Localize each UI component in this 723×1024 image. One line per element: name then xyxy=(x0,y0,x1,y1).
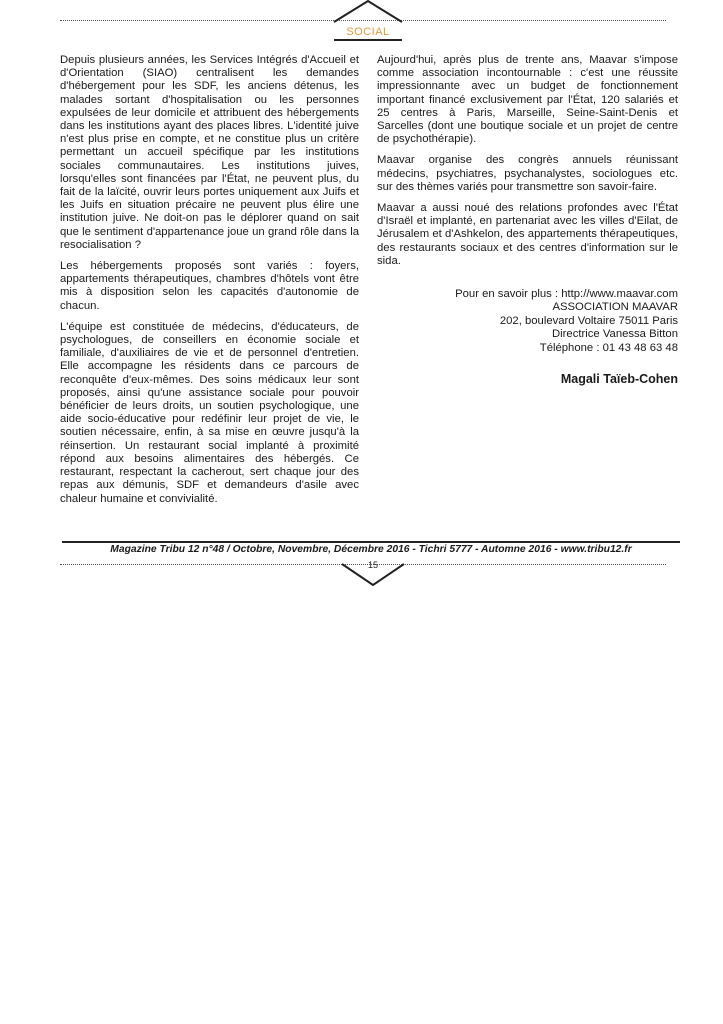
paragraph: Maavar organise des congrès annuels réunissant médecins, psychiatres, psychanalystes, sociologues etc. sur des thèmes variés pour transmettre son savoir-faire. xyxy=(377,154,678,193)
paragraph: Aujourd'hui, après plus de trente ans, Maavar s'impose comme association incontournable : c'est une réussite impressionnante avec un budget de fonctionnement important financé exclusivement par l'État, 120 salariés et 25 centres à Paris, Marseille, Seine-Saint-Denis et Sarcelles (dont une boutique sociale et un projet de centre de psychothérapie). xyxy=(377,54,678,146)
paragraph: Maavar a aussi noué des relations profondes avec l'État d'Israël et implanté, en partenariat avec les villes d'Eilat, de Jérusalem et d'Ashkelon, des appartements thérapeutiques, des restaurants sociaux et des centres d'information sur le sida. xyxy=(377,202,678,267)
contact-association: ASSOCIATION MAAVAR xyxy=(552,301,678,314)
section-label: SOCIAL xyxy=(346,26,390,38)
contact-website: Pour en savoir plus : http://www.maavar.com xyxy=(455,288,678,301)
paragraph: L'équipe est constituée de médecins, d'éducateurs, de psychologues, de conseillers en économie sociale et familiale, d'auxiliaires de vie et de personnel d'entretien. Elle accompagne les résidents dans ce parcours de reconquête d'eux-mêmes. Des soins médicaux leur sont proposés, ainsi qu'une assistance sociale pour pouvoir bénéficier de leurs droits, un soutien psychologique, une aide socio-éducative pour redéfinir leur projet de vie, le soutien nécessaire, enfin, à sa mise en œuvre jusqu'à la réinsertion. Un restaurant social implanté à proximité répond aux besoins alimentaires des hébergés. Ce restaurant, respectant la cacherout, sert chaque jour des repas aux démunis, SDF et demandeurs d'asile avec chaleur humaine et convivialité. xyxy=(60,320,359,505)
section-underline xyxy=(334,39,402,41)
footer-solid-rule xyxy=(62,541,680,543)
header-chevron-icon xyxy=(328,0,408,26)
footer-text: Magazine Tribu 12 n°48 / Octobre, Novembre, Décembre 2016 - Tichri 5777 - Automne 2016 - www.tribu12.fr xyxy=(110,544,632,555)
left-column xyxy=(60,54,359,514)
contact-block xyxy=(377,288,678,355)
paragraph: Depuis plusieurs années, les Services Intégrés d'Accueil et d'Orientation (SIAO) centralisent les demandes d'hébergement pour les SDF, les anciens détenus, les malades sortant d'hospitalisation ou les personnes expulsées de leur domicile et attribuent des hébergements dans les institutions ayant des places libres. L'identité juive n'est plus prise en compte, et ne constitue plus un critère permettant un accueil spécifique par les institutions sociales communautaires. Les institutions juives, lorsqu'elles sont financées par l'État, ne peuvent plus, du fait de la laïcité, ouvrir leurs portes uniquement aux Juifs et les Juifs en situation précaire ne peuvent plus élire une institution juive. Ne doit-on pas le déplorer quand on sait que le sentiment d'appartenance joue un grand rôle dans la resocialisation ? xyxy=(60,54,359,251)
author-signature: Magali Taïeb-Cohen xyxy=(560,372,678,387)
paragraph: Les hébergements proposés sont variés : foyers, appartements thérapeutiques, chambres d'hôtels vont être mis à disposition selon les capacités d'autonomie de chacun. xyxy=(60,260,359,312)
right-column xyxy=(377,54,678,386)
contact-phone: Téléphone : 01 43 48 63 48 xyxy=(539,341,678,354)
contact-address: 202, boulevard Voltaire 75011 Paris xyxy=(499,314,678,327)
contact-director: Directrice Vanessa Bitton xyxy=(552,328,678,341)
page-number: 15 xyxy=(367,560,378,570)
